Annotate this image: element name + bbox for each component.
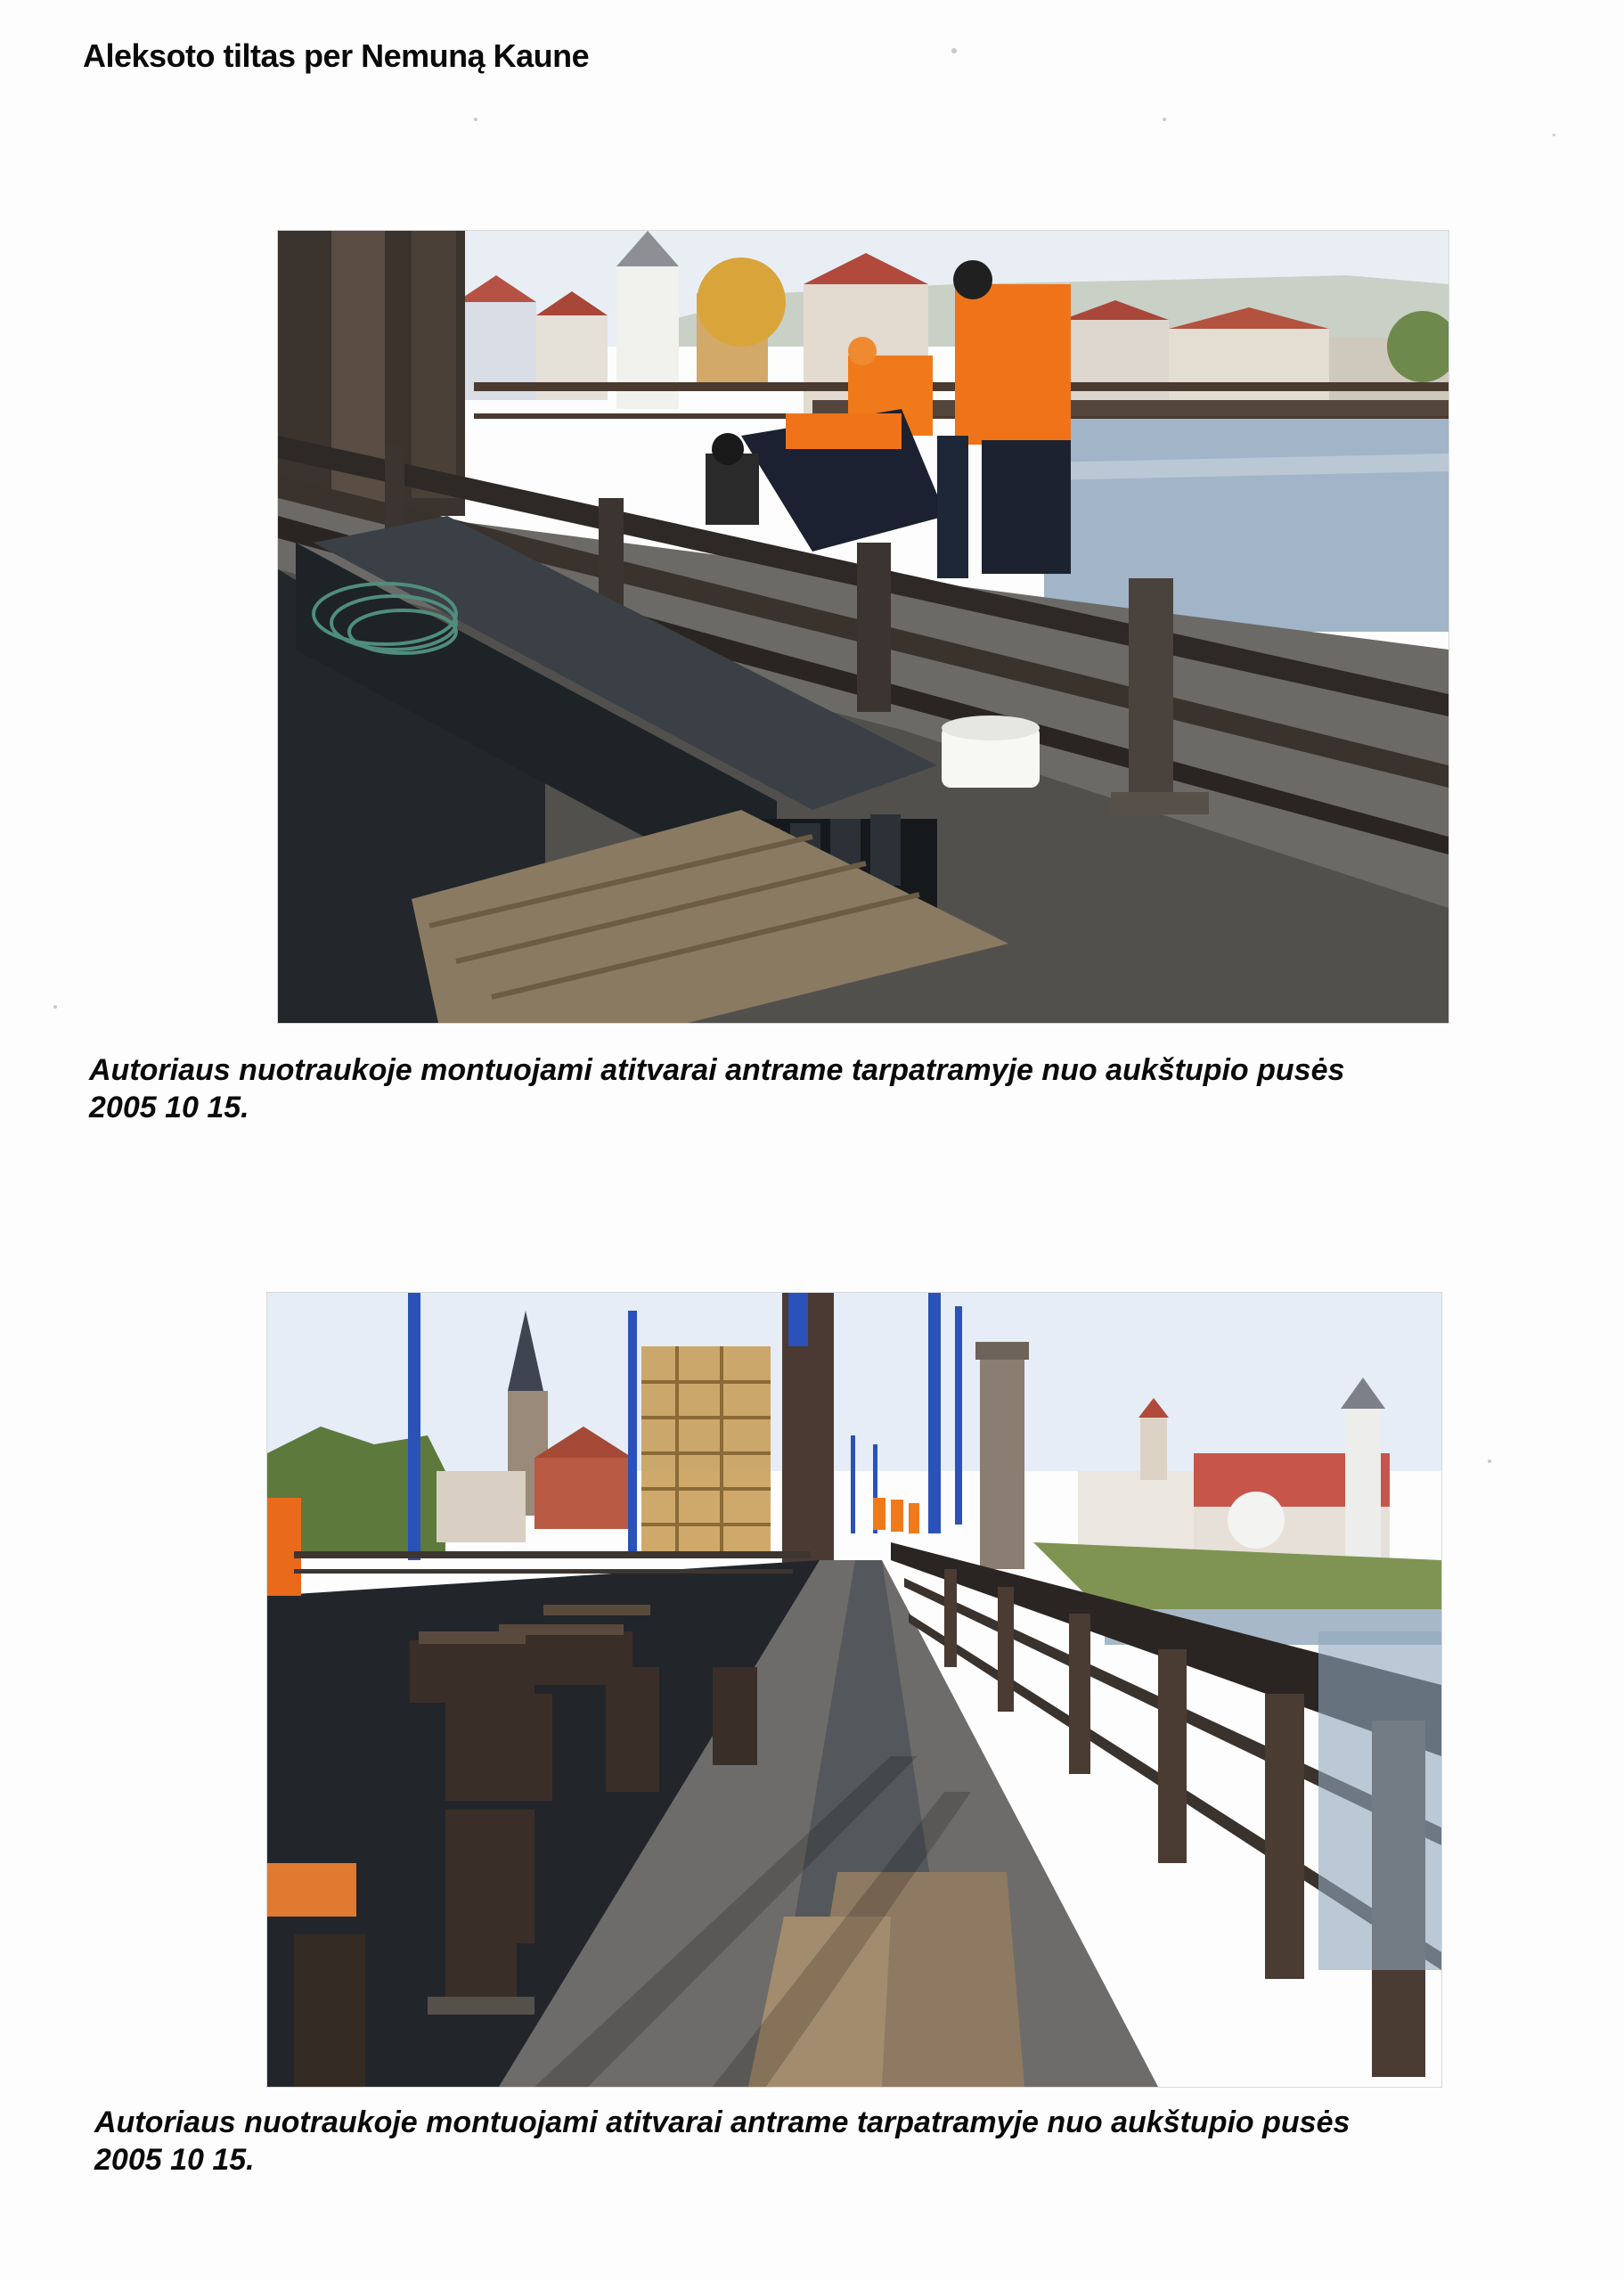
photo-2-caption (94, 2104, 1502, 2179)
photo-workers-installing-railing (278, 231, 1449, 1023)
photo-2-caption-line-1: Autoriaus nuotraukoje montuojami atitvarai antrame tarpatramyje nuo aukštupio pusės (94, 2105, 1351, 2139)
photo-2-illustration (267, 1293, 1441, 2087)
photo-1-caption (89, 1051, 1497, 1126)
photo-1-illustration (278, 231, 1449, 1023)
photo-1-caption-line-1: Autoriaus nuotraukoje montuojami atitvarai antrame tarpatramyje nuo aukštupio pusės (89, 1053, 1345, 1087)
photo-1-caption-line-2: 2005 10 15. (89, 1091, 249, 1124)
photo-2-caption-line-2: 2005 10 15. (94, 2143, 255, 2177)
photo-bridge-walkway-railing (267, 1293, 1441, 2087)
page-title: Aleksoto tiltas per Nemuną Kaune (83, 37, 590, 74)
